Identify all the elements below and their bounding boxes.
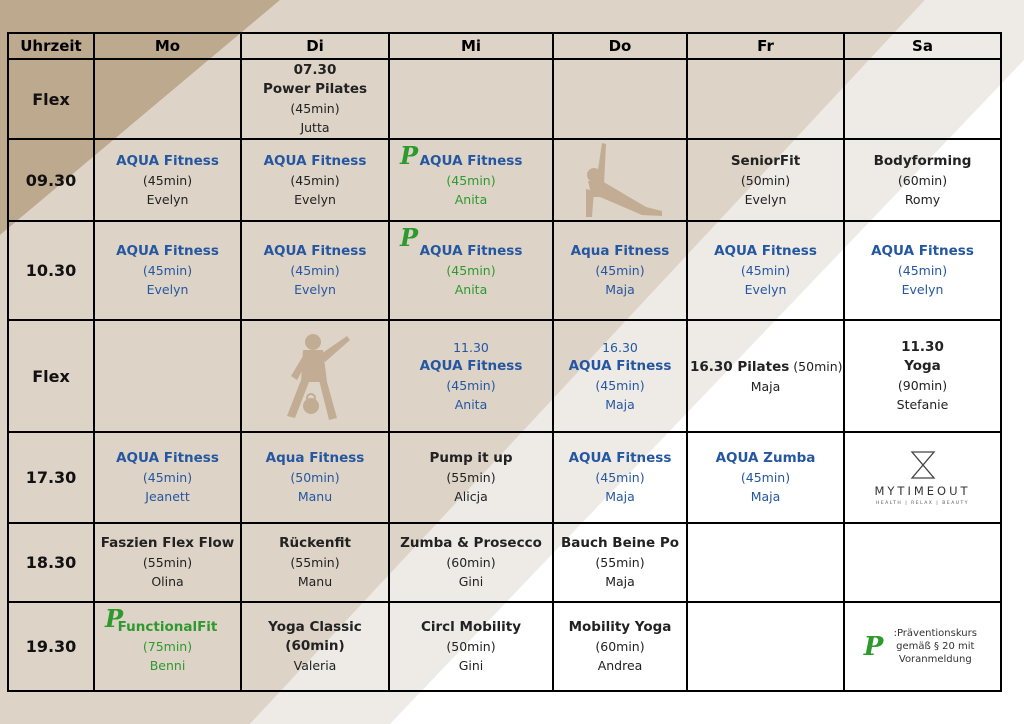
time-slot: 10.30 [8,221,94,320]
class-instructor: Anita [454,397,488,412]
class-duration: (45min) [446,263,496,278]
class-title: Rückenfit [279,535,351,551]
class-cell [553,432,687,523]
class-time: 07.30 [293,62,337,78]
class-duration: (50min) [290,470,340,485]
class-instructor: Manu [297,574,333,589]
empty-cell [844,523,1001,602]
class-cell [553,221,687,320]
class-instructor: Romy [904,191,941,207]
class-title: AQUA Fitness [116,152,219,169]
class-title: Pump it up [429,450,513,466]
header-mi: Mi [389,33,553,59]
class-title: Yoga [904,358,941,374]
time-slot: Flex [8,320,94,432]
class-title: Bauch Beine Po [560,535,680,551]
class-instructor: Jeanett [145,489,190,504]
class-title: AQUA Fitness [419,358,523,374]
class-cell [241,139,389,221]
empty-cell [844,59,1001,139]
class-title: Aqua Fitness [265,450,365,466]
class-duration: (90min) [897,378,948,393]
class-time: 11.30 [453,340,489,355]
class-cell [687,139,844,221]
class-title: AQUA Fitness [871,243,974,259]
logo-wordmark: MYTIMEOUT [874,483,971,498]
time-slot: 09.30 [8,139,94,221]
class-instructor: Evelyn [294,191,336,207]
class-title: Aqua Fitness [570,243,670,259]
class-duration: (45min) [740,470,791,485]
empty-cell [94,59,241,139]
time-slot: 17.30 [8,432,94,523]
class-duration: (55min) [446,470,496,485]
header-time: Uhrzeit [8,33,94,59]
course-schedule-table [7,32,1002,692]
header-do: Do [553,33,687,59]
empty-cell [687,59,844,139]
class-title: Yoga Classic [268,619,362,635]
class-cell [241,523,389,602]
class-cell [241,221,389,320]
class-cell [389,221,553,320]
class-cell [94,432,241,523]
class-duration: (45min) [142,263,193,278]
class-duration: (55min) [290,555,340,570]
class-instructor: Evelyn [744,282,787,297]
class-cell [389,432,553,523]
class-cell [844,139,1001,221]
class-cell [553,320,687,432]
header-fr: Fr [687,33,844,59]
class-duration: (55min) [595,555,645,570]
kettlebell-figure-icon [275,330,355,422]
class-cell [389,602,553,691]
class-cell [241,59,389,139]
empty-cell [687,523,844,602]
class-title: SeniorFit [730,152,801,169]
class-title: AQUA Fitness [714,243,817,259]
class-duration: (45min) [142,172,193,188]
class-cell [389,320,553,432]
class-instructor: Evelyn [146,191,189,207]
class-duration: (45min) [290,101,340,116]
class-duration: (50min) [740,172,791,188]
header-row [8,33,1001,59]
class-title: AQUA Fitness [116,243,219,259]
class-duration: (75min) [142,639,193,654]
class-time: 16.30 [602,340,638,355]
class-duration: (60min) [595,639,645,654]
class-duration: (55min) [142,555,193,570]
class-title: AQUA Fitness [568,450,672,466]
class-instructor: Jutta [300,120,330,135]
class-cell [94,523,241,602]
class-instructor: Anita [454,191,488,207]
class-instructor: Benni [149,658,186,673]
time-slot: Flex [8,59,94,139]
schedule-row [8,602,1001,691]
class-cell [687,221,844,320]
class-duration: (45min) [290,263,340,278]
image-cell [241,320,389,432]
class-cell [389,523,553,602]
class-instructor: Anita [454,282,488,297]
class-cell [241,432,389,523]
class-title: Faszien Flex Flow [100,535,235,551]
class-duration: (50min) [446,639,496,654]
prevention-legend [847,627,998,666]
schedule-row [8,59,1001,139]
class-title: AQUA Fitness [116,450,219,466]
logo-tagline: HEALTH | RELAX | BEAUTY [875,500,970,506]
class-cell [553,602,687,691]
class-instructor: Evelyn [744,191,787,207]
class-instructor: Maja [605,574,635,589]
class-instructor: Olina [151,574,184,589]
class-title: Power Pilates [262,81,368,97]
header-mo: Mo [94,33,241,59]
class-title: AQUA Fitness [419,152,523,169]
class-cell [94,139,241,221]
class-cell [844,320,1001,432]
class-cell [687,320,844,432]
class-cell [94,221,241,320]
prevention-mark-icon: P [400,223,419,252]
class-instructor: Maja [605,489,635,504]
class-duration: (50min) [793,358,843,374]
class-instructor: Valeria [293,658,337,673]
class-title: 16.30 Pilates [690,358,790,375]
class-duration: (45min) [740,263,791,278]
class-cell [389,139,553,221]
class-title: Circl Mobility [420,619,522,635]
legend-text: :Präventionskurs gemäß § 20 mit Voranmeldung [893,628,977,665]
class-title: AQUA Fitness [263,243,367,259]
header-di: Di [241,33,389,59]
class-cell [241,602,389,691]
schedule-row [8,432,1001,523]
class-instructor: Alicja [454,489,488,504]
class-duration: (45min) [595,263,645,278]
class-duration: (60min) [897,172,948,188]
class-instructor: Maja [605,282,635,297]
class-title: Bodyforming [873,152,972,169]
class-instructor: Gini [458,574,484,589]
class-cell [844,221,1001,320]
class-instructor: Maja [750,489,781,504]
class-time: 11.30 [901,339,944,355]
class-instructor: Stefanie [896,397,949,412]
class-title: AQUA Fitness [419,243,523,259]
hourglass-logo-icon [910,450,936,480]
class-instructor: Maja [605,397,635,412]
prevention-mark-icon: P [105,604,124,633]
class-instructor: Evelyn [146,282,189,297]
class-duration: (45min) [595,378,645,393]
class-cell [687,432,844,523]
class-title: AQUA Zumba [715,450,816,466]
schedule-row [8,523,1001,602]
empty-cell [94,320,241,432]
class-duration: (45min) [446,378,496,393]
class-duration: (45min) [290,172,340,188]
class-instructor: Maja [750,378,781,394]
class-title: Mobility Yoga [568,619,672,635]
prevention-mark-icon: P [863,631,884,662]
time-slot: 19.30 [8,602,94,691]
empty-cell [687,602,844,691]
legend-cell [844,602,1001,691]
class-duration: (45min) [595,470,645,485]
class-instructor: Gini [458,658,484,673]
empty-cell [389,59,553,139]
empty-cell [553,59,687,139]
class-title: FunctionalFit [117,619,218,635]
class-duration: (45min) [142,470,193,485]
class-duration: (60min) [446,555,496,570]
schedule-row [8,221,1001,320]
class-instructor: Evelyn [901,282,944,297]
class-title: Zumba & Prosecco [400,535,542,551]
class-cell [94,602,241,691]
plank-pose-figure-icon [572,141,668,219]
class-instructor: Manu [297,489,333,504]
image-cell [553,139,687,221]
schedule-row [8,139,1001,221]
class-duration: (60min) [285,638,345,654]
logo-cell [844,432,1001,523]
class-instructor: Evelyn [294,282,336,297]
schedule-row [8,320,1001,432]
class-cell [553,523,687,602]
class-duration: (45min) [897,263,948,278]
header-sa: Sa [844,33,1001,59]
class-duration: (45min) [446,172,496,188]
mytimeout-logo [847,450,998,506]
class-title: AQUA Fitness [263,152,367,169]
class-title: AQUA Fitness [568,358,672,374]
prevention-mark-icon: P [400,141,419,170]
class-instructor: Andrea [597,658,643,673]
time-slot: 18.30 [8,523,94,602]
